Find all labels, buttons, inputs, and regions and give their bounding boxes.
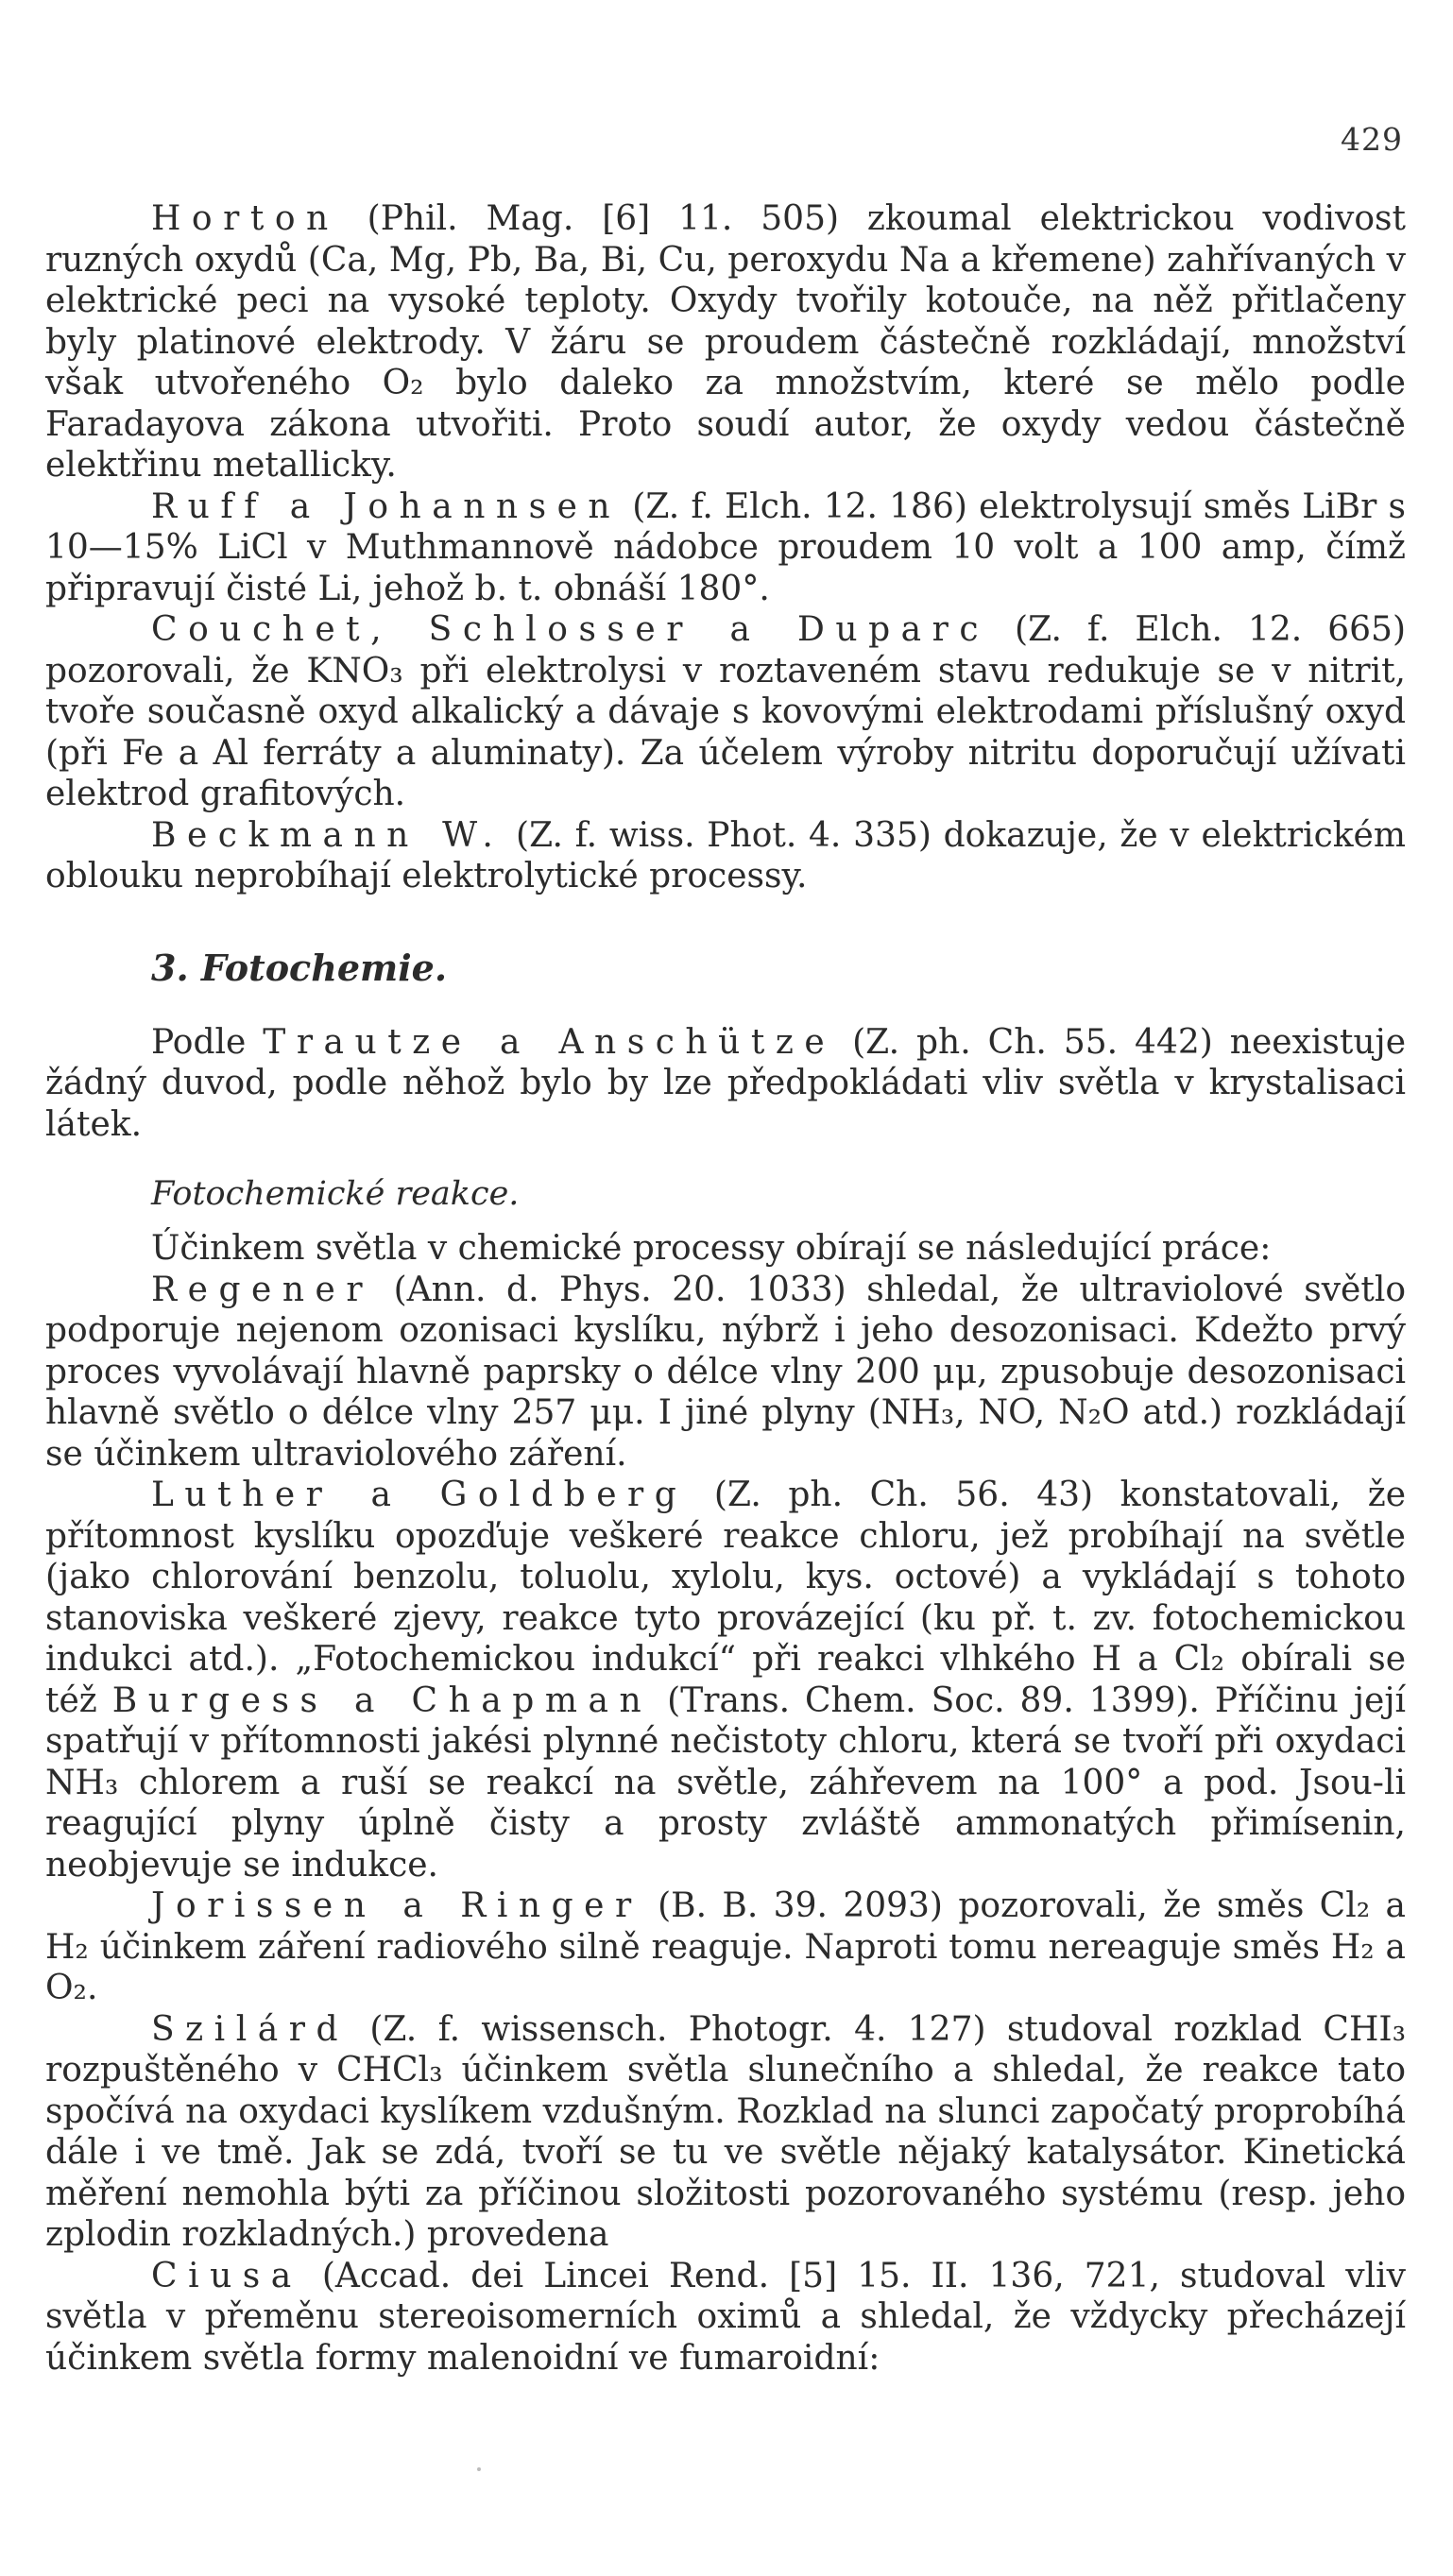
paragraph-text: (B. B. 39. 2093) pozorovali, že směs Cl₂ a H₂ účinkem záření radiového silně reaguje. Naproti tomu nereaguje směs H₂ a O₂. bbox=[45, 1886, 1407, 2007]
author-name: Jorissen a Ringer bbox=[151, 1886, 642, 1925]
paragraph-intro: Účinkem světla v chemické processy obírají se následující práce: bbox=[151, 1229, 1272, 1268]
page-number: 429 bbox=[1341, 121, 1403, 158]
paragraph-beckmann bbox=[45, 815, 1406, 897]
paragraph-couchet bbox=[45, 609, 1406, 815]
author-name: Couchet, Schlosser a Duparc bbox=[151, 610, 990, 649]
print-speck bbox=[477, 2467, 481, 2471]
section-number: 3. bbox=[151, 946, 189, 989]
paragraph-text: (Accad. dei Lincei Rend. [5] 15. II. 136, 721, studoval vliv světla v přeměnu stereoisomerních oximů a shledal, že vždycky přecházejí účinkem světla formy malenoidní ve fumaroidní: bbox=[45, 2256, 1406, 2378]
author-name: Ruff a Johannsen bbox=[151, 486, 622, 526]
paragraph-jorissen bbox=[45, 1885, 1406, 2009]
paragraph-text: (Z. f. wiss. Phot. 4. 335) dokazuje, že v elektrickém oblouku neprobíhají elektrolytické processy. bbox=[45, 815, 1406, 896]
paragraph-horton bbox=[45, 198, 1406, 486]
paragraph-trautz bbox=[45, 1022, 1406, 1146]
paragraph-ciusa bbox=[45, 2256, 1406, 2380]
paragraph-prefix: Podle bbox=[151, 1022, 264, 1062]
section-title: Fotochemie. bbox=[200, 946, 448, 989]
author-name: Beckmann W. bbox=[151, 815, 504, 855]
subheading: Fotochemické reakce. bbox=[151, 1175, 520, 1213]
paragraph-text: (Z. ph. Ch. 55. 442) neexistuje žádný duvod, podle něhož bylo by lze předpokládati vliv světla v krystalisaci látek. bbox=[45, 1022, 1406, 1144]
paragraph-ruff bbox=[45, 486, 1406, 610]
paragraph-luther bbox=[45, 1475, 1406, 1885]
paragraph-text: (Z. f. Elch. 12. 186) elektrolysují směs LiBr s 10—15% LiCl v Muthmannově nádobce proudem 10 volt a 100 amp, čímž připravují čisté Li, jehož b. t. obnáší 180°. bbox=[45, 486, 1406, 608]
paragraph-text: (Ann. d. Phys. 20. 1033) shledal, že ultraviolové světlo podporuje nejenom ozonisaci kyslíku, nýbrž i jeho desozonisaci. Kdežto prvý proces vyvolávají hlavně paprsky o délce vlny 200 μμ, zpusobuje desozonisaci hlavně světlo o délce vlny 257 μμ. I jiné plyny (NH₃, NO, N₂O atd.) rozkládají se účinkem ultraviolového záření. bbox=[45, 1270, 1406, 1474]
paragraph-text: (Phil. Mag. [6] 11. 505) zkoumal elektrickou vodivost ruzných oxydů (Ca, Mg, Pb, Ba, Bi, Cu, peroxydu Na a křemene) zahřívaných v elektrické peci na vysoké teploty. Oxydy tvořily kotouče, na něž přitlačeny byly platinové elektrody. V žáru se proudem částečně rozkládají, množství však utvořeného O₂ bylo daleko za množstvím, které se mělo podle Faradayova zákona utvořiti. Proto soudí autor, že oxydy vedou částečně elektřinu metallicky. bbox=[45, 199, 1406, 485]
author-name-secondary: Burgess a Chapman bbox=[111, 1680, 653, 1720]
author-name: Luther a Goldberg bbox=[151, 1476, 688, 1514]
section-heading bbox=[45, 947, 1406, 990]
author-name: Horton bbox=[151, 199, 339, 238]
paragraph-regener bbox=[45, 1270, 1406, 1476]
page-body bbox=[45, 198, 1406, 2379]
paragraph-szilard bbox=[45, 2009, 1406, 2256]
paragraph-text: (Z. ph. Ch. 56. 43) konstatovali, že přítomnost kyslíku opozďuje veškeré reakce chloru, jež probíhají na světle (jako chlorování benzolu, toluolu, xylolu, kys. octové) a vykládají s tohoto stanoviska veškeré zjevy, reakce tyto provázející (ku př. t. zv. fotochemickou indukci atd.). „Fotochemickou indukcí“ při reakci vlhkého H a Cl₂ obírali se též bbox=[45, 1476, 1406, 1720]
paragraph-text: (Z. f. Elch. 12. 665) pozorovali, že KNO₃ při elektrolysi v roztaveném stavu redukuje se v nitrit, tvoře současně oxyd alkalický a dávaje s kovovými elektrodami příslušný oxyd (při Fe a Al ferráty a aluminaty). Za účelem výroby nitritu doporučují užívati elektrod grafitových. bbox=[45, 610, 1406, 813]
paragraph-text: (Z. f. wissensch. Photogr. 4. 127) studoval rozklad CHI₃ rozpuštěného v CHCl₃ účinkem světla slunečního a shledal, že reakce tato spočívá na oxydaci kyslíkem vzdušným. Rozklad na slunci započatý proprobíhá dále i ve tmě. Jak se zdá, tvoří se tu ve světle nějaký katalysátor. Kinetická měření nemohla býti za příčinou složitosti pozorovaného systému (resp. jeho zplodin rozkladných.) provedena bbox=[45, 2009, 1406, 2254]
author-name: Trautze a Anschütze bbox=[263, 1022, 836, 1062]
paragraph-text-continued: (Trans. Chem. Soc. 89. 1399). Příčinu její spatřují v přítomnosti jakési plynné nečistoty chloru, která se tvoří při oxydaci NH₃ chlorem a ruší se reakcí na světle, záhřevem na 100° a pod. Jsou-li reagující plyny úplně čisty a prosty zvláště ammonatých přimísenin, neobjevuje se indukce. bbox=[45, 1680, 1406, 1885]
author-name: Szilárd bbox=[151, 2009, 350, 2049]
author-name: Ciusa bbox=[151, 2256, 302, 2295]
author-name: Regener bbox=[151, 1270, 374, 1309]
